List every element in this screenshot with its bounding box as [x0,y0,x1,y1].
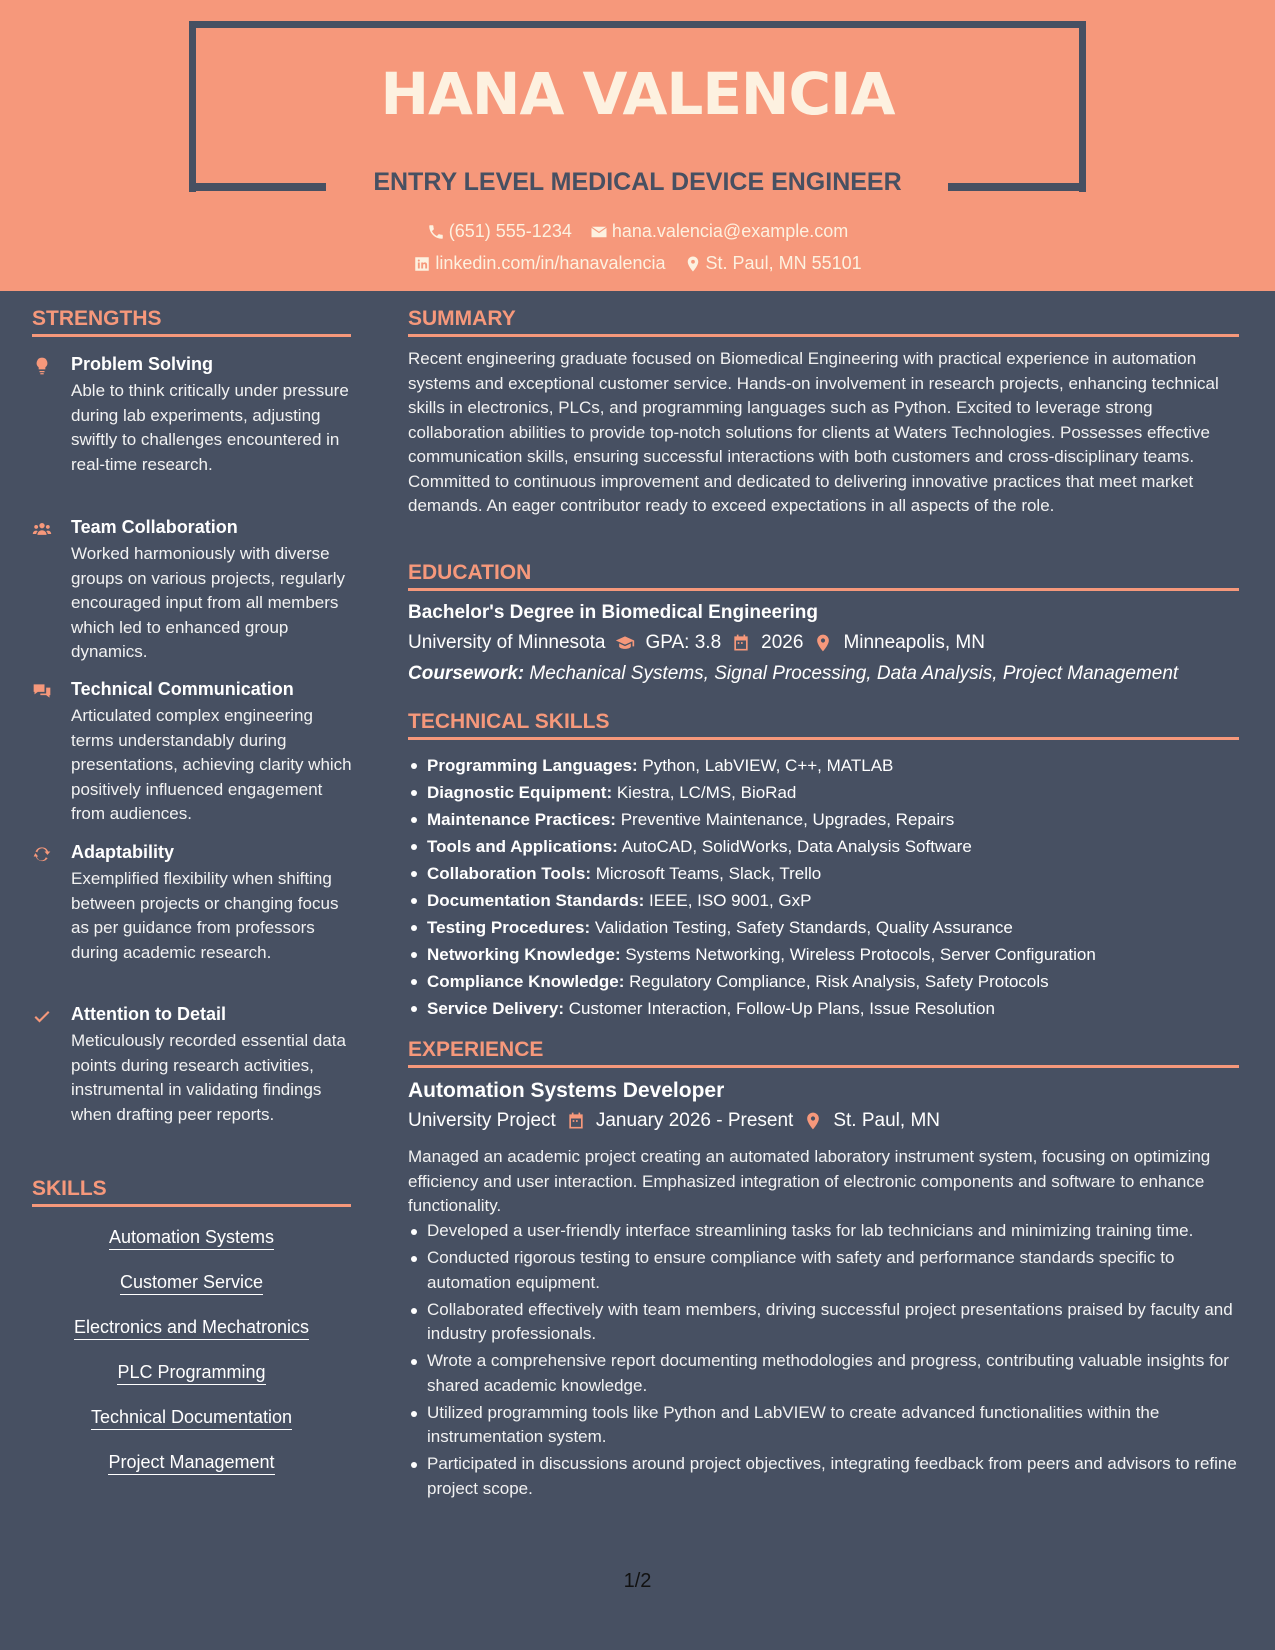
envelope-icon [590,223,608,241]
skill-item: Automation Systems [32,1227,351,1248]
location-text: St. Paul, MN 55101 [705,253,862,273]
map-marker-icon [813,633,833,653]
strength-desc: Able to think critically under pressure during lab experiments, adjusting swiftly to challenges encountered in real-time research. [71,381,349,474]
education-meta [408,632,985,654]
map-marker-icon [803,1111,823,1131]
resume-header [0,0,1275,291]
experience-org: University Project [408,1110,556,1131]
degree-title: Bachelor's Degree in Biomedical Engineering [408,602,818,623]
strength-desc: Meticulously recorded essential data points during research activities, instrumental in validating findings when drafting peer reports. [71,1031,346,1124]
list-item: Tools and Applications: AutoCAD, SolidWorks, Data Analysis Software [408,833,1238,860]
strength-title: Technical Communication [71,679,294,699]
list-item: Maintenance Practices: Preventive Maintenance, Upgrades, Repairs [408,806,1238,833]
list-item: Programming Languages: Python, LabVIEW, C++, MATLAB [408,752,1238,779]
experience-bullets [408,1219,1238,1504]
technical-skills-list [408,752,1238,1022]
strength-desc: Worked harmoniously with diverse groups on various projects, regularly encouraged input from all members which led to enhanced group dynamics. [71,544,346,661]
list-item: Compliance Knowledge: Regulatory Compliance, Risk Analysis, Safety Protocols [408,968,1238,995]
contact-row-2 [0,253,1275,274]
strength-desc: Exemplified flexibility when shifting between projects or changing focus as per guidance from professors during academic research. [71,869,339,962]
list-item: Wrote a comprehensive report documenting methodologies and progress, contributing valuable insights for shared academic knowledge. [408,1349,1238,1398]
calendar-icon [731,633,751,653]
list-item: Service Delivery: Customer Interaction, Follow-Up Plans, Issue Resolution [408,995,1238,1022]
contact-row-1 [0,221,1275,242]
experience-description: Managed an academic project creating an automated laboratory instrument system, focusing on optimizing efficiency and user interaction. Emphasized integration of electronic components and software to enhance functionality. [408,1147,1211,1215]
users-icon [32,519,52,539]
education-heading: EDUCATION [408,561,1239,591]
list-item: Networking Knowledge: Systems Networking, Wireless Protocols, Server Configuration [408,941,1238,968]
calendar-icon [566,1111,586,1131]
experience-role: Automation Systems Developer [408,1079,725,1102]
experience-dates: January 2026 - Present [595,1110,794,1131]
refresh-icon [32,844,52,864]
list-item: Diagnostic Equipment: Kiestra, LC/MS, BioRad [408,779,1238,806]
list-item: Collaboration Tools: Microsoft Teams, Slack, Trello [408,860,1238,887]
list-item: Participated in discussions around project objectives, integrating feedback from peers and advisors to refine project scope. [408,1452,1238,1501]
email-contact[interactable] [590,221,848,242]
graduation-year: 2026 [761,632,804,653]
strength-title: Attention to Detail [71,1004,226,1024]
technical-skills-heading: TECHNICAL SKILLS [408,710,1239,740]
list-item: Developed a user-friendly interface streamlining tasks for lab technicians and minimizing training time. [408,1219,1238,1244]
linkedin-icon [413,255,431,273]
summary-heading: SUMMARY [408,307,1239,337]
skill-item: Customer Service [32,1272,351,1293]
graduation-cap-icon [615,633,635,653]
phone-contact[interactable] [427,221,572,242]
list-item: Documentation Standards: IEEE, ISO 9001, GxP [408,887,1238,914]
strength-desc: Articulated complex engineering terms understandably during presentations, achieving clarity which positively influenced engagement from audiences. [71,706,352,823]
skill-item: Electronics and Mechatronics [32,1317,351,1338]
skills-heading: SKILLS [32,1177,351,1207]
list-item: Conducted rigorous testing to ensure compliance with safety and performance standards specific to automation equipment. [408,1246,1238,1295]
page-number: 1/2 [623,1570,652,1592]
skill-item: Technical Documentation [32,1407,351,1428]
strength-title: Team Collaboration [71,517,238,537]
experience-meta [408,1110,940,1132]
job-title: ENTRY LEVEL MEDICAL DEVICE ENGINEER [373,168,902,196]
strengths-heading: STRENGTHS [32,307,351,337]
list-item: Testing Procedures: Validation Testing, Safety Standards, Quality Assurance [408,914,1238,941]
candidate-name: HANA VALENCIA [380,60,895,128]
coursework: Coursework: Mechanical Systems, Signal Processing, Data Analysis, Project Management [408,663,1179,684]
school-name: University of Minnesota [408,632,606,653]
experience-location: St. Paul, MN [833,1110,940,1131]
skill-item: PLC Programming [32,1362,351,1383]
strength-title: Adaptability [71,842,175,862]
lightbulb-icon [32,356,52,376]
school-location: Minneapolis, MN [843,632,985,653]
map-marker-icon [684,255,702,273]
email-text: hana.valencia@example.com [611,221,849,241]
skill-item: Project Management [32,1452,351,1473]
comments-icon [32,681,52,701]
phone-text: (651) 555-1234 [448,221,572,241]
experience-heading: EXPERIENCE [408,1038,1239,1068]
linkedin-contact[interactable] [413,253,665,274]
linkedin-text: linkedin.com/in/hanavalencia [435,253,666,273]
check-icon [32,1006,52,1026]
strength-title: Problem Solving [71,354,214,374]
list-item: Utilized programming tools like Python and LabVIEW to create advanced functionalities within the instrumentation system. [408,1401,1238,1450]
location-contact [684,253,862,274]
gpa-text: GPA: 3.8 [645,632,722,653]
summary-text: Recent engineering graduate focused on Biomedical Engineering with practical experience in automation systems and exceptional customer service. Hands-on involvement in research projects, enhancing technical skills in electronics, PLCs, and programming languages such as Python. Excited to leverage strong collaboration abilities to provide top-notch solutions for clients at Waters Technologies. Possesses effective communication skills, ensuring successful interactions with both customers and cross-disciplinary teams. Committed to continuous improvement and dedicated to delivering innovative practices that meet market demands. An eager contributor ready to exceed expectations in all aspects of the role. [408,349,1219,515]
list-item: Collaborated effectively with team members, driving successful project presentations praised by faculty and industry professionals. [408,1298,1238,1347]
phone-icon [427,223,445,241]
